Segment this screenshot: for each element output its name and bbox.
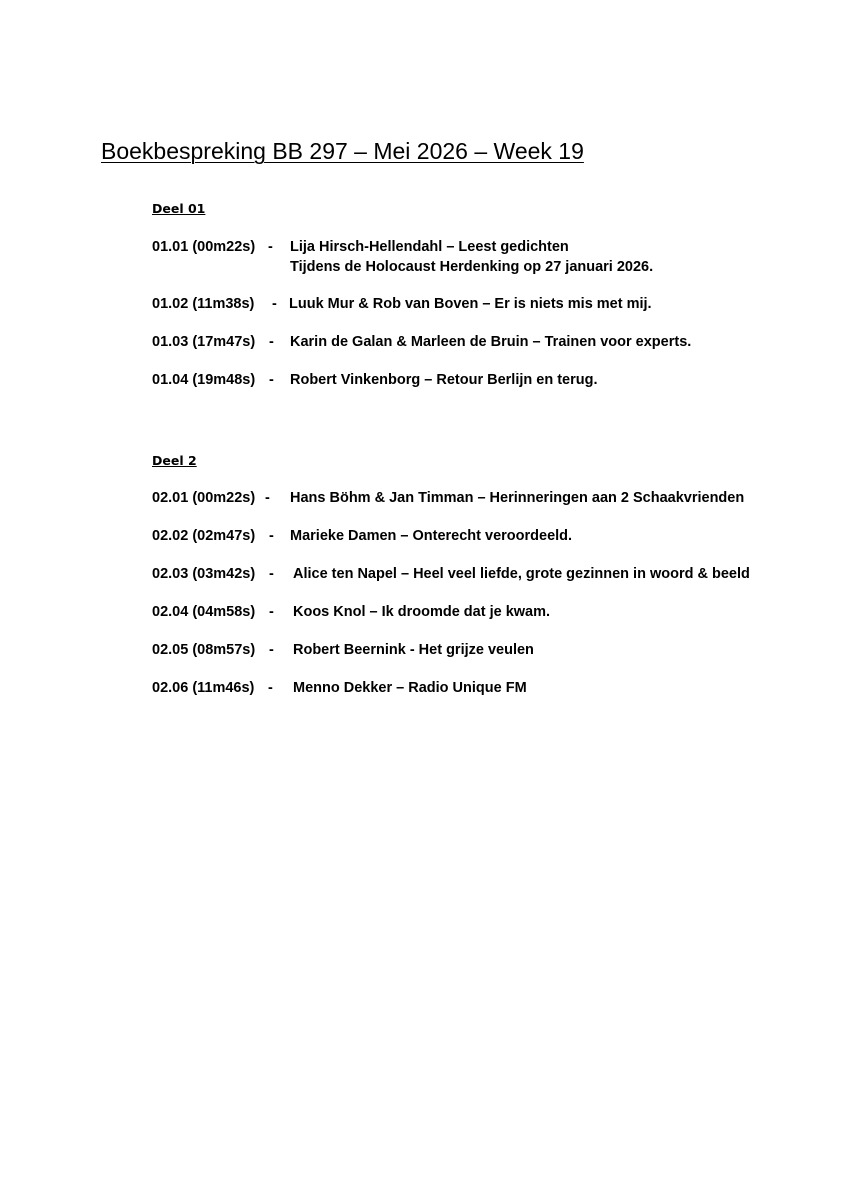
entry-text: Robert Vinkenborg – Retour Berlijn en terug. — [290, 372, 598, 388]
entry-text: Koos Knol – Ik droomde dat je kwam. — [293, 604, 551, 620]
entry-text: Luuk Mur & Rob van Boven – Er is niets mis met mij. — [289, 296, 652, 312]
entry-dash: - — [272, 296, 277, 312]
entry-text: Marieke Damen – Onterecht veroordeeld. — [290, 528, 573, 544]
entry-dash: - — [265, 490, 270, 506]
entry-dash: - — [268, 239, 273, 255]
entry-text: Robert Beernink - Het grijze veulen — [293, 642, 534, 658]
page-title: Boekbespreking BB 297 – Mei 2026 – Week 19 — [101, 138, 584, 164]
entry-text: Alice ten Napel – Heel veel liefde, grote gezinnen in woord & beeld — [293, 566, 750, 582]
entry-dash: - — [269, 372, 274, 388]
entry-dash: - — [269, 566, 274, 582]
entry-text-continued: Tijdens de Holocaust Herdenking op 27 januari 2026. — [290, 259, 654, 275]
entry-dash: - — [268, 680, 273, 696]
entry-code: 02.04 (04m58s) — [152, 604, 256, 620]
entry-dash: - — [269, 642, 274, 658]
entry-code: 02.01 (00m22s) — [152, 490, 256, 506]
entry-code: 02.03 (03m42s) — [152, 566, 256, 582]
entry-code: 01.01 (00m22s) — [152, 239, 256, 255]
entry-code: 02.06 (11m46s) — [152, 680, 255, 696]
section-heading-deel-2: Deel 2 — [152, 453, 197, 468]
entry-dash: - — [269, 528, 274, 544]
entry-code: 01.04 (19m48s) — [152, 372, 256, 388]
entry-code: 02.02 (02m47s) — [152, 528, 256, 544]
entry-text: Hans Böhm & Jan Timman – Herinneringen aan 2 Schaakvrienden — [290, 490, 745, 506]
section-heading-deel-01: Deel 01 — [152, 201, 206, 216]
entry-dash: - — [269, 334, 274, 350]
entry-dash: - — [269, 604, 274, 620]
entry-text: Lija Hirsch-Hellendahl – Leest gedichten — [290, 239, 569, 255]
entry-code: 01.02 (11m38s) — [152, 296, 255, 312]
entry-code: 01.03 (17m47s) — [152, 334, 256, 350]
entry-code: 02.05 (08m57s) — [152, 642, 256, 658]
entry-text: Karin de Galan & Marleen de Bruin – Trainen voor experts. — [290, 334, 692, 350]
entry-text: Menno Dekker – Radio Unique FM — [293, 680, 527, 696]
